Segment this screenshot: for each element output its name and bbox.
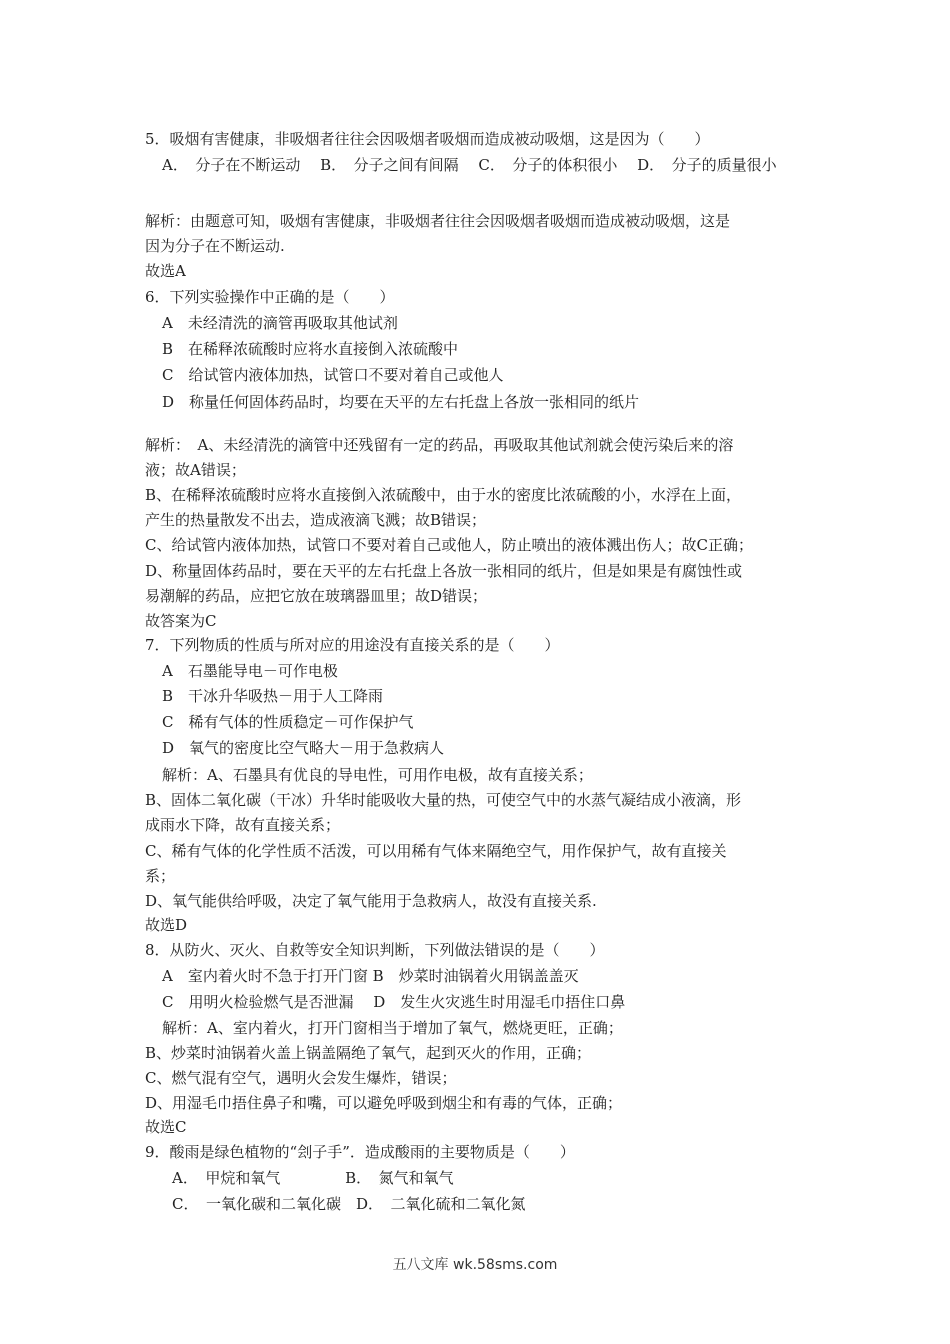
q9-options-row-2: C． 一氧化碳和二氧化碳 D． 二氧化硫和二氧化氮: [172, 1195, 526, 1213]
q6-analysis-line-6: D、称量固体药品时，要在天平的左右托盘上各放一张相同的纸片，但是如果是有腐蚀性或: [145, 562, 743, 580]
q6-option-a: A 未经清洗的滴管再吸取其他试剂: [162, 314, 398, 332]
q6-stem: 6．下列实验操作中正确的是（ ）: [145, 288, 395, 306]
q5-analysis-line-1: 解析：由题意可知，吸烟有害健康，非吸烟者往往会因吸烟者吸烟而造成被动吸烟，这是: [145, 212, 731, 230]
q5-analysis-line-2: 因为分子在不断运动.: [145, 237, 285, 255]
q5-answer: 故选A: [145, 262, 186, 280]
q7-option-a: A 石墨能导电－可作电极: [162, 662, 338, 680]
q7-answer: 故选D: [145, 916, 188, 934]
q7-analysis-line-5: 系；: [145, 867, 176, 885]
q7-analysis-line-1: 解析：A、石墨具有优良的导电性，可用作电极，故有直接关系；: [162, 766, 593, 784]
q8-options-row-2: C 用明火检验燃气是否泄漏 D 发生火灾逃生时用湿毛巾捂住口鼻: [162, 993, 626, 1011]
q8-analysis-line-2: B、炒菜时油锅着火盖上锅盖隔绝了氧气，起到灭火的作用，正确；: [145, 1044, 592, 1062]
q6-analysis-line-1: 解析： A、未经清洗的滴管中还残留有一定的药品，再吸取其他试剂就会使污染后来的溶: [145, 436, 734, 454]
q6-analysis-line-2: 液；故A错误；: [145, 461, 246, 479]
q7-analysis-line-2: B、固体二氧化碳（干冰）升华时能吸收大量的热，可使空气中的水蒸气凝结成小液滴，形: [145, 791, 742, 809]
q8-answer: 故选C: [145, 1118, 187, 1136]
q7-option-b: B 干冰升华吸热－用于人工降雨: [162, 687, 384, 705]
q7-analysis-line-3: 成雨水下降，故有直接关系；: [145, 816, 341, 834]
q6-option-d: D 称量任何固体药品时，均要在天平的左右托盘上各放一张相同的纸片: [162, 393, 640, 411]
q6-analysis-line-7: 易潮解的药品，应把它放在玻璃器皿里；故D错误；: [145, 587, 488, 605]
q7-stem: 7．下列物质的性质与所对应的用途没有直接关系的是（ ）: [145, 636, 560, 654]
q9-stem: 9．酸雨是绿色植物的“刽子手”．造成酸雨的主要物质是（ ）: [145, 1143, 575, 1161]
q6-option-b: B 在稀释浓硫酸时应将水直接倒入浓硫酸中: [162, 340, 459, 358]
q9-options-row-1: A． 甲烷和氧气 B． 氮气和氧气: [172, 1169, 454, 1187]
q8-options-row-1: A 室内着火时不急于打开门窗 B 炒菜时油锅着火用锅盖盖灭: [162, 967, 579, 985]
q8-analysis-line-3: C、燃气混有空气，遇明火会发生爆炸，错误；: [145, 1069, 457, 1087]
q5-stem: 5．吸烟有害健康，非吸烟者往往会因吸烟者吸烟而造成被动吸烟，这是因为（ ）: [145, 130, 710, 148]
q8-analysis-line-4: D、用湿毛巾捂住鼻子和嘴，可以避免呼吸到烟尘和有毒的气体，正确；: [145, 1094, 623, 1112]
q6-answer: 故答案为C: [145, 612, 217, 630]
q6-analysis-line-4: 产生的热量散发不出去，造成液滴飞溅；故B错误；: [145, 511, 487, 529]
q7-analysis-line-4: C、稀有气体的化学性质不活泼，可以用稀有气体来隔绝空气，用作保护气，故有直接关: [145, 842, 727, 860]
q8-stem: 8．从防火、灭火、自救等安全知识判断，下列做法错误的是（ ）: [145, 941, 605, 959]
q7-option-d: D 氧气的密度比空气略大－用于急救病人: [162, 739, 445, 757]
q5-options: A． 分子在不断运动 B． 分子之间有间隔 C． 分子的体积很小 D． 分子的质量很小: [162, 156, 777, 174]
footer-watermark: 五八文库 wk.58sms.com: [392, 1257, 558, 1273]
q6-option-c: C 给试管内液体加热，试管口不要对着自己或他人: [162, 366, 504, 384]
q8-analysis-line-1: 解析：A、室内着火，打开门窗相当于增加了氧气，燃烧更旺，正确；: [162, 1019, 623, 1037]
q6-analysis-line-5: C、给试管内液体加热，试管口不要对着自己或他人，防止喷出的液体溅出伤人；故C正确；: [145, 536, 753, 554]
q7-option-c: C 稀有气体的性质稳定－可作保护气: [162, 713, 414, 731]
q6-analysis-line-3: B、在稀释浓硫酸时应将水直接倒入浓硫酸中，由于水的密度比浓硫酸的小，水浮在上面，: [145, 486, 742, 504]
q7-analysis-line-6: D、氧气能供给呼吸，决定了氧气能用于急救病人，故没有直接关系.: [145, 892, 597, 910]
